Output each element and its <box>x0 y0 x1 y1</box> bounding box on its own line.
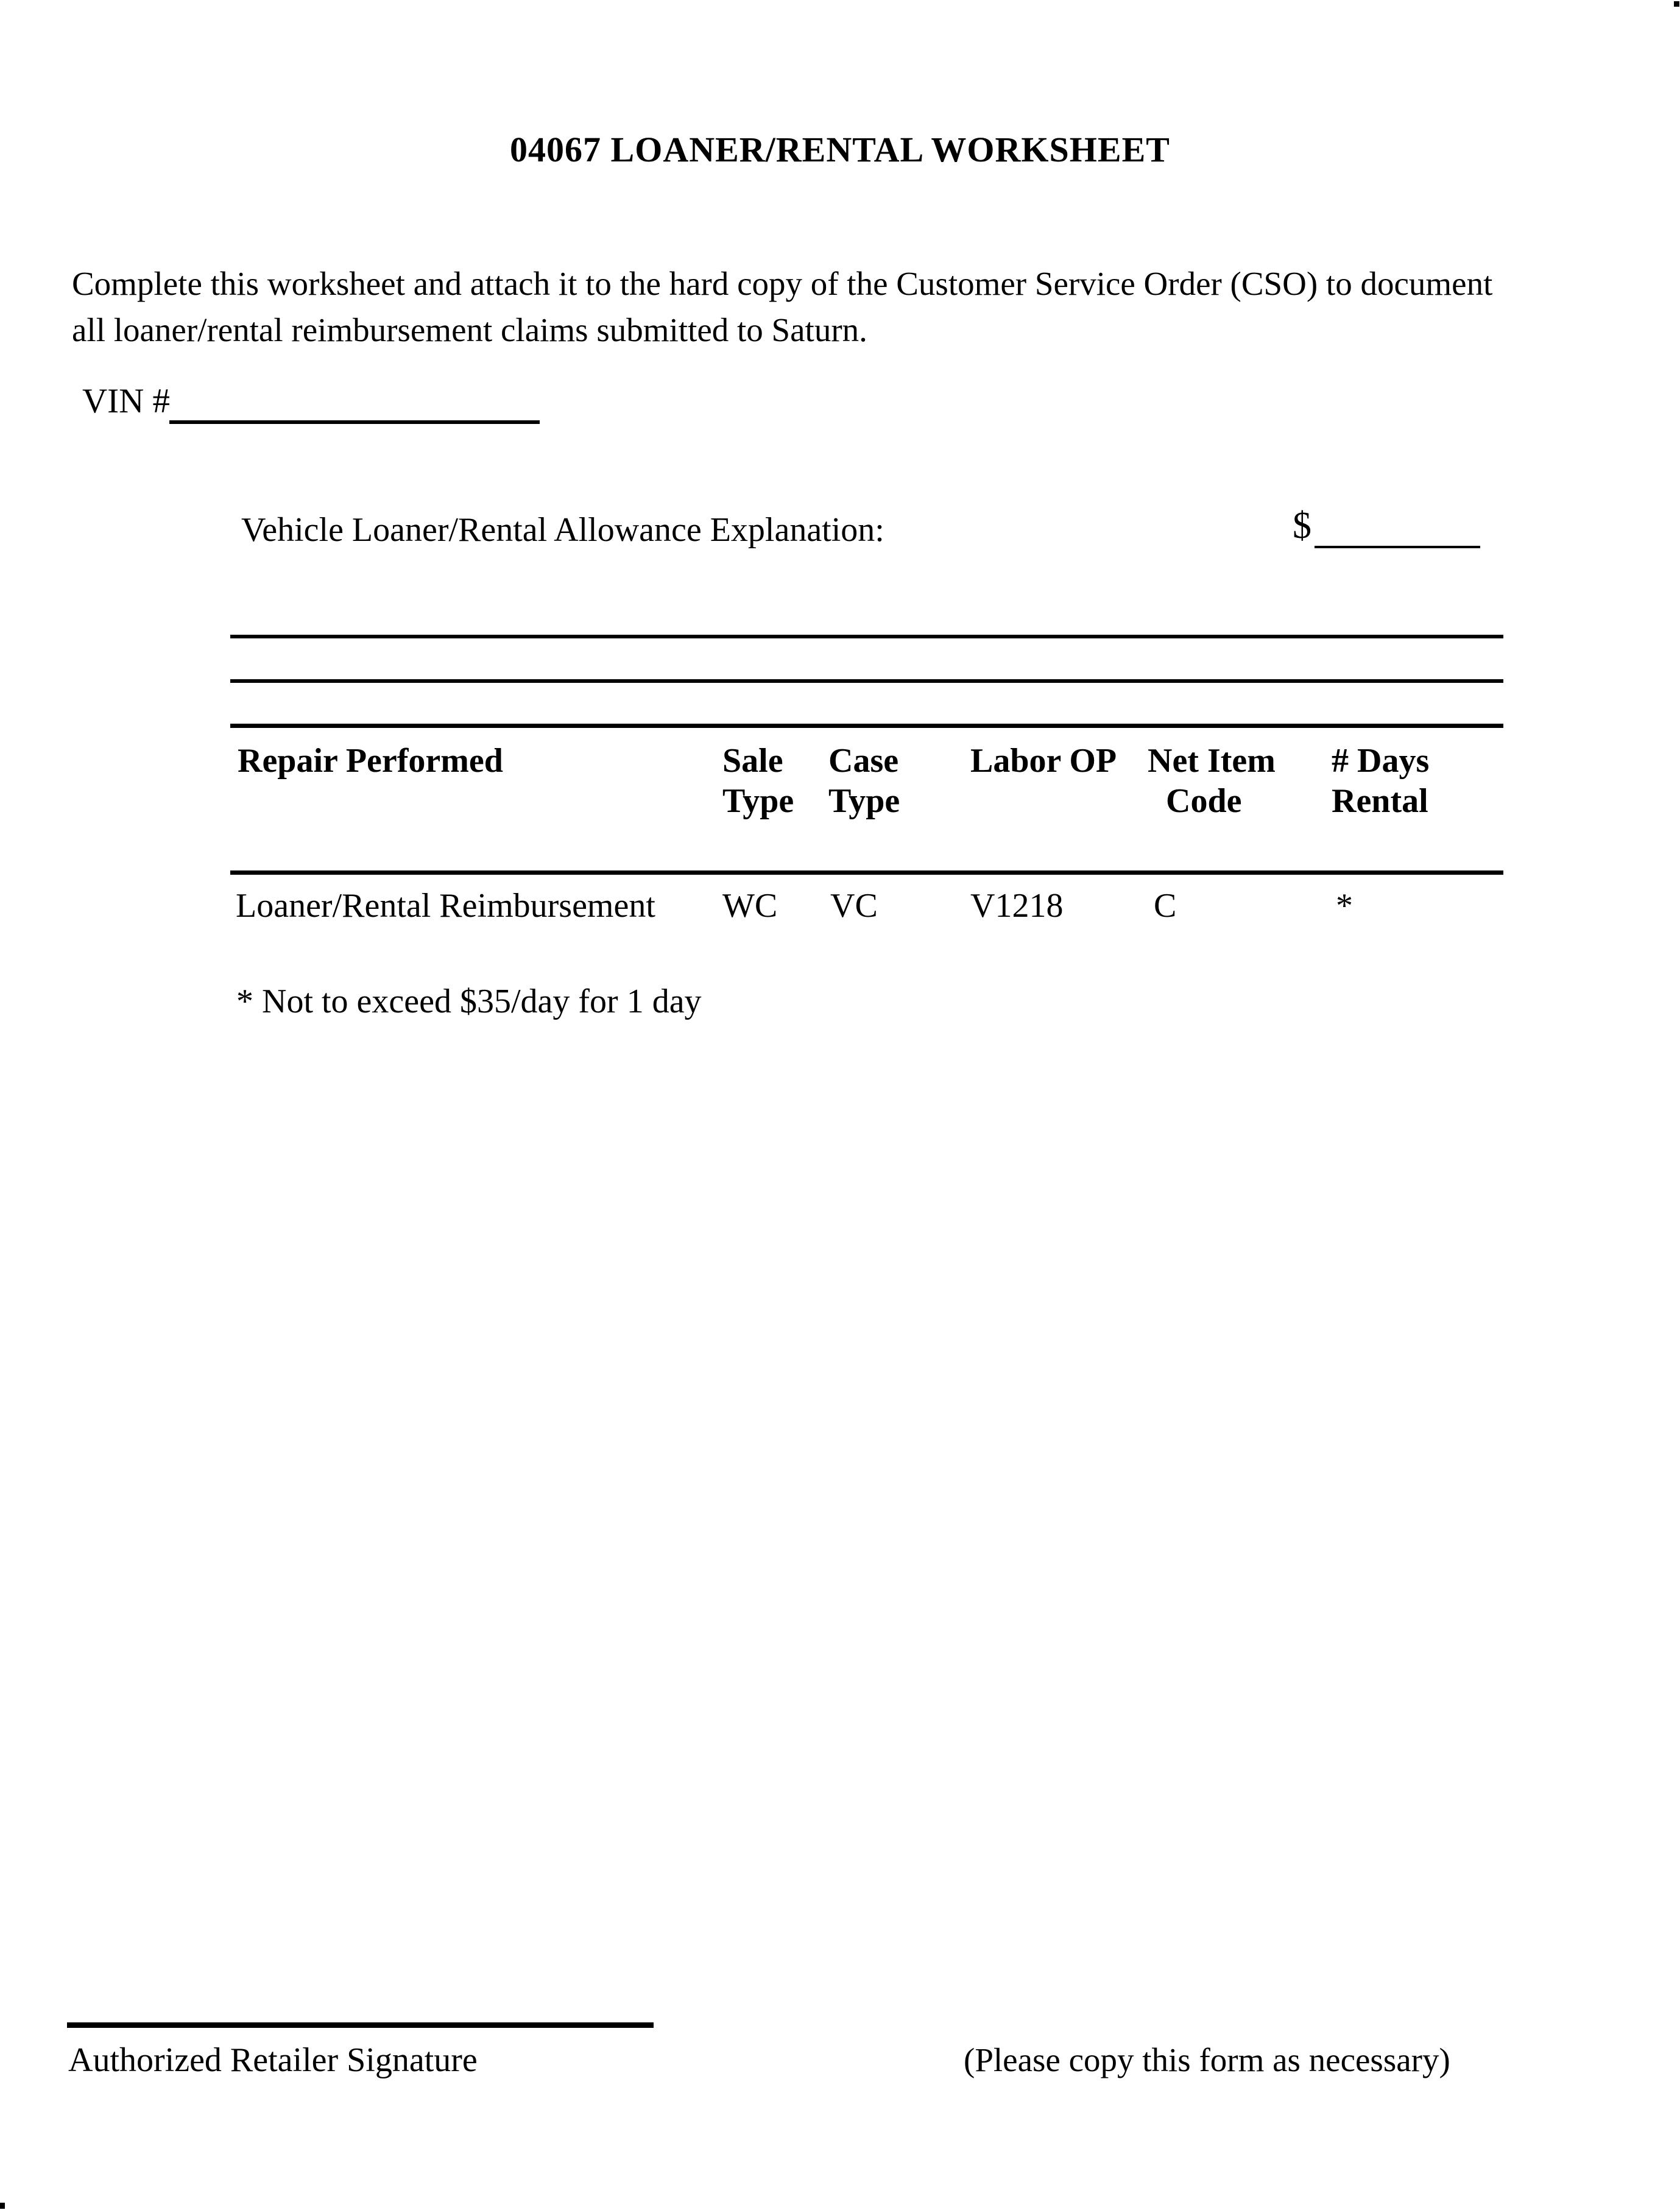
cell-repair-performed: Loaner/Rental Reimbursement <box>236 887 655 925</box>
column-header-labor-op <box>970 741 1117 781</box>
intro-paragraph <box>72 261 1492 353</box>
scan-artifact <box>1674 1 1679 7</box>
dollar-sign: $ <box>1293 505 1311 546</box>
column-header-repair-performed <box>238 741 503 781</box>
page-title: 04067 LOANER/RENTAL WORKSHEET <box>510 130 1170 169</box>
signature-label: Authorized Retailer Signature <box>68 2041 478 2079</box>
table-header-rule <box>230 870 1503 875</box>
column-header-line: Sale <box>722 742 783 780</box>
column-header-line: Labor OP <box>970 742 1117 780</box>
column-header-case-type <box>828 741 900 821</box>
column-header-line: Type <box>828 782 900 820</box>
intro-line-2: all loaner/rental reimbursement claims submitted to Saturn. <box>72 311 867 348</box>
column-header-line: Net Item <box>1148 742 1276 780</box>
column-header-sale-type <box>722 741 794 821</box>
column-header-net-item-code <box>1148 741 1276 821</box>
signature-line <box>67 2022 654 2028</box>
vin-input-line <box>169 384 540 424</box>
table-top-rule <box>230 724 1503 728</box>
allowance-amount-line <box>1315 512 1480 548</box>
column-header-line: # Days <box>1332 742 1430 780</box>
cell-net-item-code: C <box>1154 887 1177 925</box>
cell-sale-type: WC <box>722 887 778 925</box>
column-header-line: Code <box>1166 782 1242 820</box>
scan-artifact <box>0 2203 5 2209</box>
column-header-days-rental <box>1332 741 1429 821</box>
column-header-line: Rental <box>1332 782 1428 820</box>
allowance-explanation-label: Vehicle Loaner/Rental Allowance Explanation: <box>241 511 884 549</box>
column-header-line: Type <box>722 782 794 820</box>
vin-label: VIN # <box>82 382 171 420</box>
cell-labor-op: V1218 <box>970 887 1064 925</box>
cell-days-rental: * <box>1336 887 1353 925</box>
copy-note: (Please copy this form as necessary) <box>964 2041 1450 2078</box>
cell-case-type: VC <box>830 887 878 925</box>
table-footnote: * Not to exceed $35/day for 1 day <box>236 983 702 1020</box>
explanation-writing-line-2 <box>230 679 1503 683</box>
column-header-line: Case <box>828 742 899 780</box>
intro-line-1: Complete this worksheet and attach it to the hard copy of the Customer Service Order (CSO) to document <box>72 265 1493 302</box>
explanation-writing-line-1 <box>230 635 1503 638</box>
column-header-line: Repair Performed <box>238 742 503 780</box>
